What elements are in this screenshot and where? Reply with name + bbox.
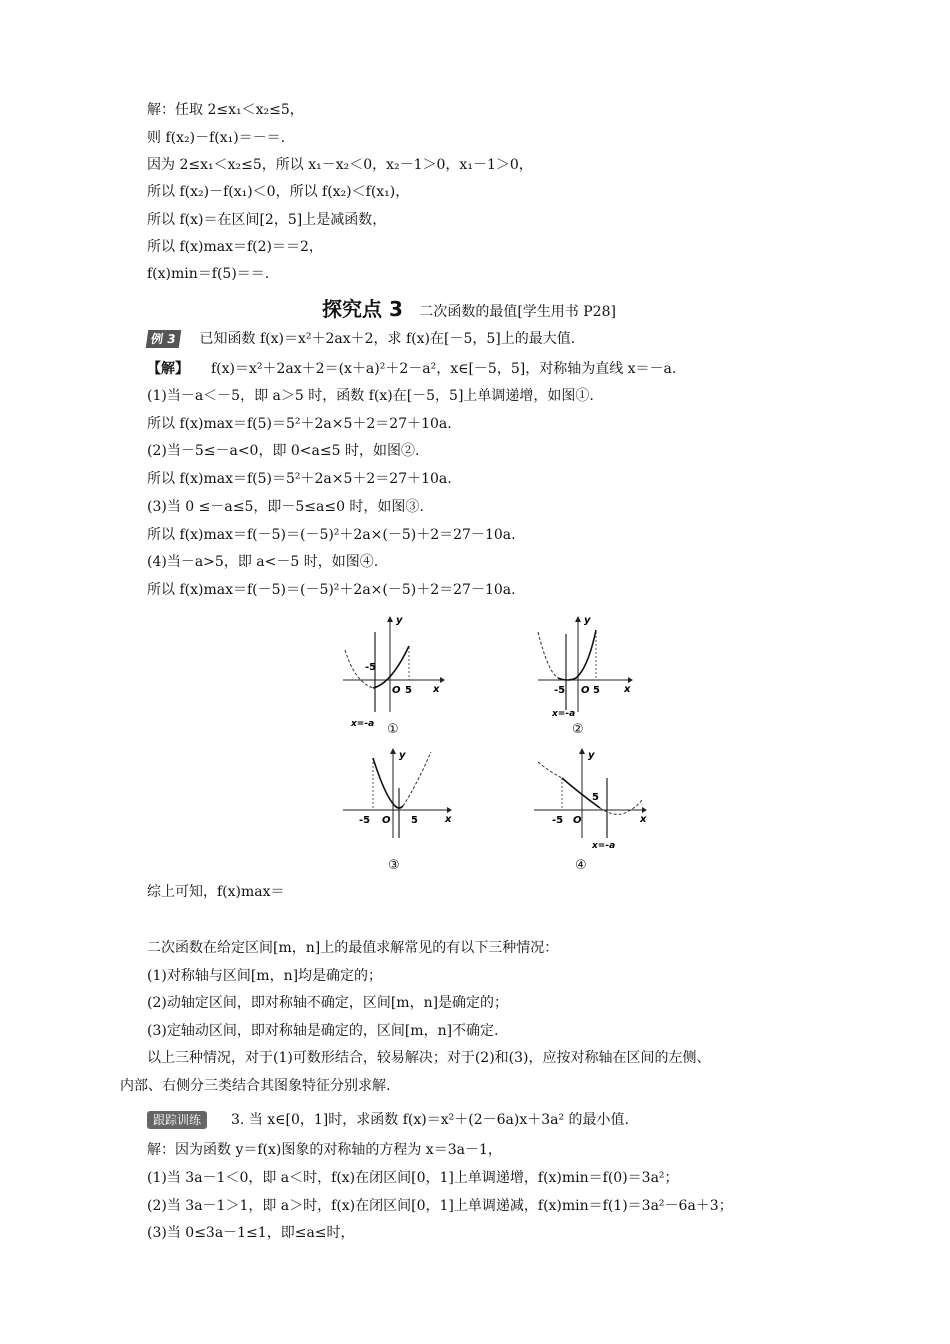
case-1-result: 所以 f(x)max＝f(5)＝5²＋2a×5＋2＝27＋10a.	[147, 416, 452, 432]
fig4-axis-label: x=-a	[592, 841, 616, 851]
fig2-y-label: y	[584, 615, 591, 626]
training-badge: 跟踪训练	[147, 1111, 207, 1129]
proof-line-3: 因为 2≤x₁＜x₂≤5，所以 x₁－x₂＜0，x₂－1＞0，x₁－1＞0，	[147, 157, 533, 173]
figure-3	[335, 748, 465, 878]
example-statement-row	[147, 329, 575, 349]
proof-line-5: 所以 f(x)＝在区间[2，5]上是减函数，	[147, 212, 387, 228]
fig2-axis-label: x=-a	[552, 709, 576, 719]
note-2: (1)对称轴与区间[m，n]均是确定的；	[147, 968, 383, 984]
case-2-result: 所以 f(x)max＝f(5)＝5²＋2a×5＋2＝27＋10a.	[147, 471, 452, 487]
proof-line-4: 所以 f(x₂)－f(x₁)＜0，所以 f(x₂)＜f(x₁)，	[147, 184, 410, 200]
section-header	[322, 293, 616, 322]
fig1-o-label: O	[392, 685, 401, 696]
figure-1	[335, 612, 465, 742]
note-6: 内部、右侧分三类结合其图象特征分别求解.	[120, 1078, 391, 1094]
example-badge: 例 3	[146, 330, 181, 348]
case-1: (1)当－a＜－5，即 a＞5 时，函数 f(x)在[－5，5]上单调递增，如图①.	[147, 388, 594, 404]
fig2-x-label: x	[624, 684, 631, 695]
fig4-x-label: x	[640, 814, 647, 825]
fig1-x-label: x	[433, 684, 440, 695]
fig3-caption: ③	[388, 858, 400, 873]
fig4-y-label: y	[588, 750, 595, 761]
fig3-x-label: x	[445, 814, 452, 825]
proof-line-1: 解：任取 2≤x₁＜x₂≤5，	[147, 102, 304, 118]
proof-line-6: 所以 f(x)max＝f(2)＝＝2，	[147, 239, 323, 255]
fig1-axis-label: x=-a	[351, 719, 375, 729]
fig3-y-label: y	[399, 750, 406, 761]
fig1-m5-label: -5	[365, 662, 377, 673]
training-sol-1: 解：因为函数 y＝f(x)图象的对称轴的方程为 x＝3a－1，	[147, 1142, 502, 1158]
fig4-m5-label: -5	[552, 815, 564, 826]
note-1: 二次函数在给定区间[m，n]上的最值求解常见的有以下三种情况：	[147, 940, 559, 956]
fig4-p5-label: 5	[592, 792, 599, 803]
fig4-caption: ④	[575, 858, 587, 873]
fig2-caption: ②	[572, 722, 584, 737]
section-title: 探究点 3	[322, 297, 403, 321]
training-sol-4: (3)当 0≤3a－1≤1，即≤a≤时，	[147, 1225, 355, 1241]
note-4: (3)定轴动区间，即对称轴是确定的，区间[m，n]不确定.	[147, 1023, 499, 1039]
fig3-o-label: O	[382, 815, 391, 826]
summary-line: 综上可知，f(x)max＝	[147, 884, 285, 900]
case-4-result: 所以 f(x)max＝f(－5)＝(－5)²＋2a×(－5)＋2＝27－10a.	[147, 582, 516, 598]
fig1-caption: ①	[387, 722, 399, 737]
training-sol-3: (2)当 3a－1＞1，即 a＞时，f(x)在闭区间[0，1]上单调递减，f(x)min＝f(1)＝3a²－6a＋3；	[147, 1198, 733, 1214]
fig2-m5-label: -5	[554, 685, 566, 696]
training-row	[147, 1110, 629, 1130]
figure-4	[530, 748, 660, 878]
training-sol-2: (1)当 3a－1＜0，即 a＜时，f(x)在闭区间[0，1]上单调递增，f(x)min＝f(0)＝3a²；	[147, 1170, 679, 1186]
case-3-result: 所以 f(x)max＝f(－5)＝(－5)²＋2a×(－5)＋2＝27－10a.	[147, 527, 516, 543]
solution-row	[147, 359, 676, 379]
note-5: 以上三种情况，对于(1)可数形结合，较易解决；对于(2)和(3)，应按对称轴在区间的左侧、	[147, 1050, 711, 1066]
fig3-p5-label: 5	[411, 815, 418, 826]
proof-line-7: f(x)min＝f(5)＝＝.	[147, 266, 270, 282]
fig4-o-label: O	[573, 815, 582, 826]
fig1-p5-label: 5	[405, 685, 412, 696]
fig2-p5-label: 5	[593, 685, 600, 696]
solution-line: f(x)＝x²＋2ax＋2＝(x＋a)²＋2－a²，x∈[－5，5]，对称轴为直线 x＝－a.	[211, 361, 677, 377]
fig3-m5-label: -5	[359, 815, 371, 826]
fig2-o-label: O	[581, 685, 590, 696]
training-question: 3. 当 x∈[0，1]时，求函数 f(x)＝x²＋(2－6a)x＋3a² 的最小值.	[231, 1112, 629, 1128]
section-subtitle: 二次函数的最值[学生用书 P28]	[419, 304, 616, 320]
case-2: (2)当－5≤－a<0，即 0<a≤5 时，如图②.	[147, 443, 420, 459]
case-3: (3)当 0 ≤－a≤5，即－5≤a≤0 时，如图③.	[147, 499, 424, 515]
solution-tag: 【解】	[147, 361, 189, 377]
example-statement: 已知函数 f(x)＝x²＋2ax＋2，求 f(x)在[－5，5]上的最大值.	[199, 331, 576, 347]
figure-2	[530, 612, 660, 742]
note-3: (2)动轴定区间，即对称轴不确定，区间[m，n]是确定的；	[147, 995, 509, 1011]
case-4: (4)当－a>5，即 a<－5 时，如图④.	[147, 554, 379, 570]
proof-line-2: 则 f(x₂)－f(x₁)＝－＝.	[147, 130, 286, 146]
fig1-y-label: y	[396, 615, 403, 626]
